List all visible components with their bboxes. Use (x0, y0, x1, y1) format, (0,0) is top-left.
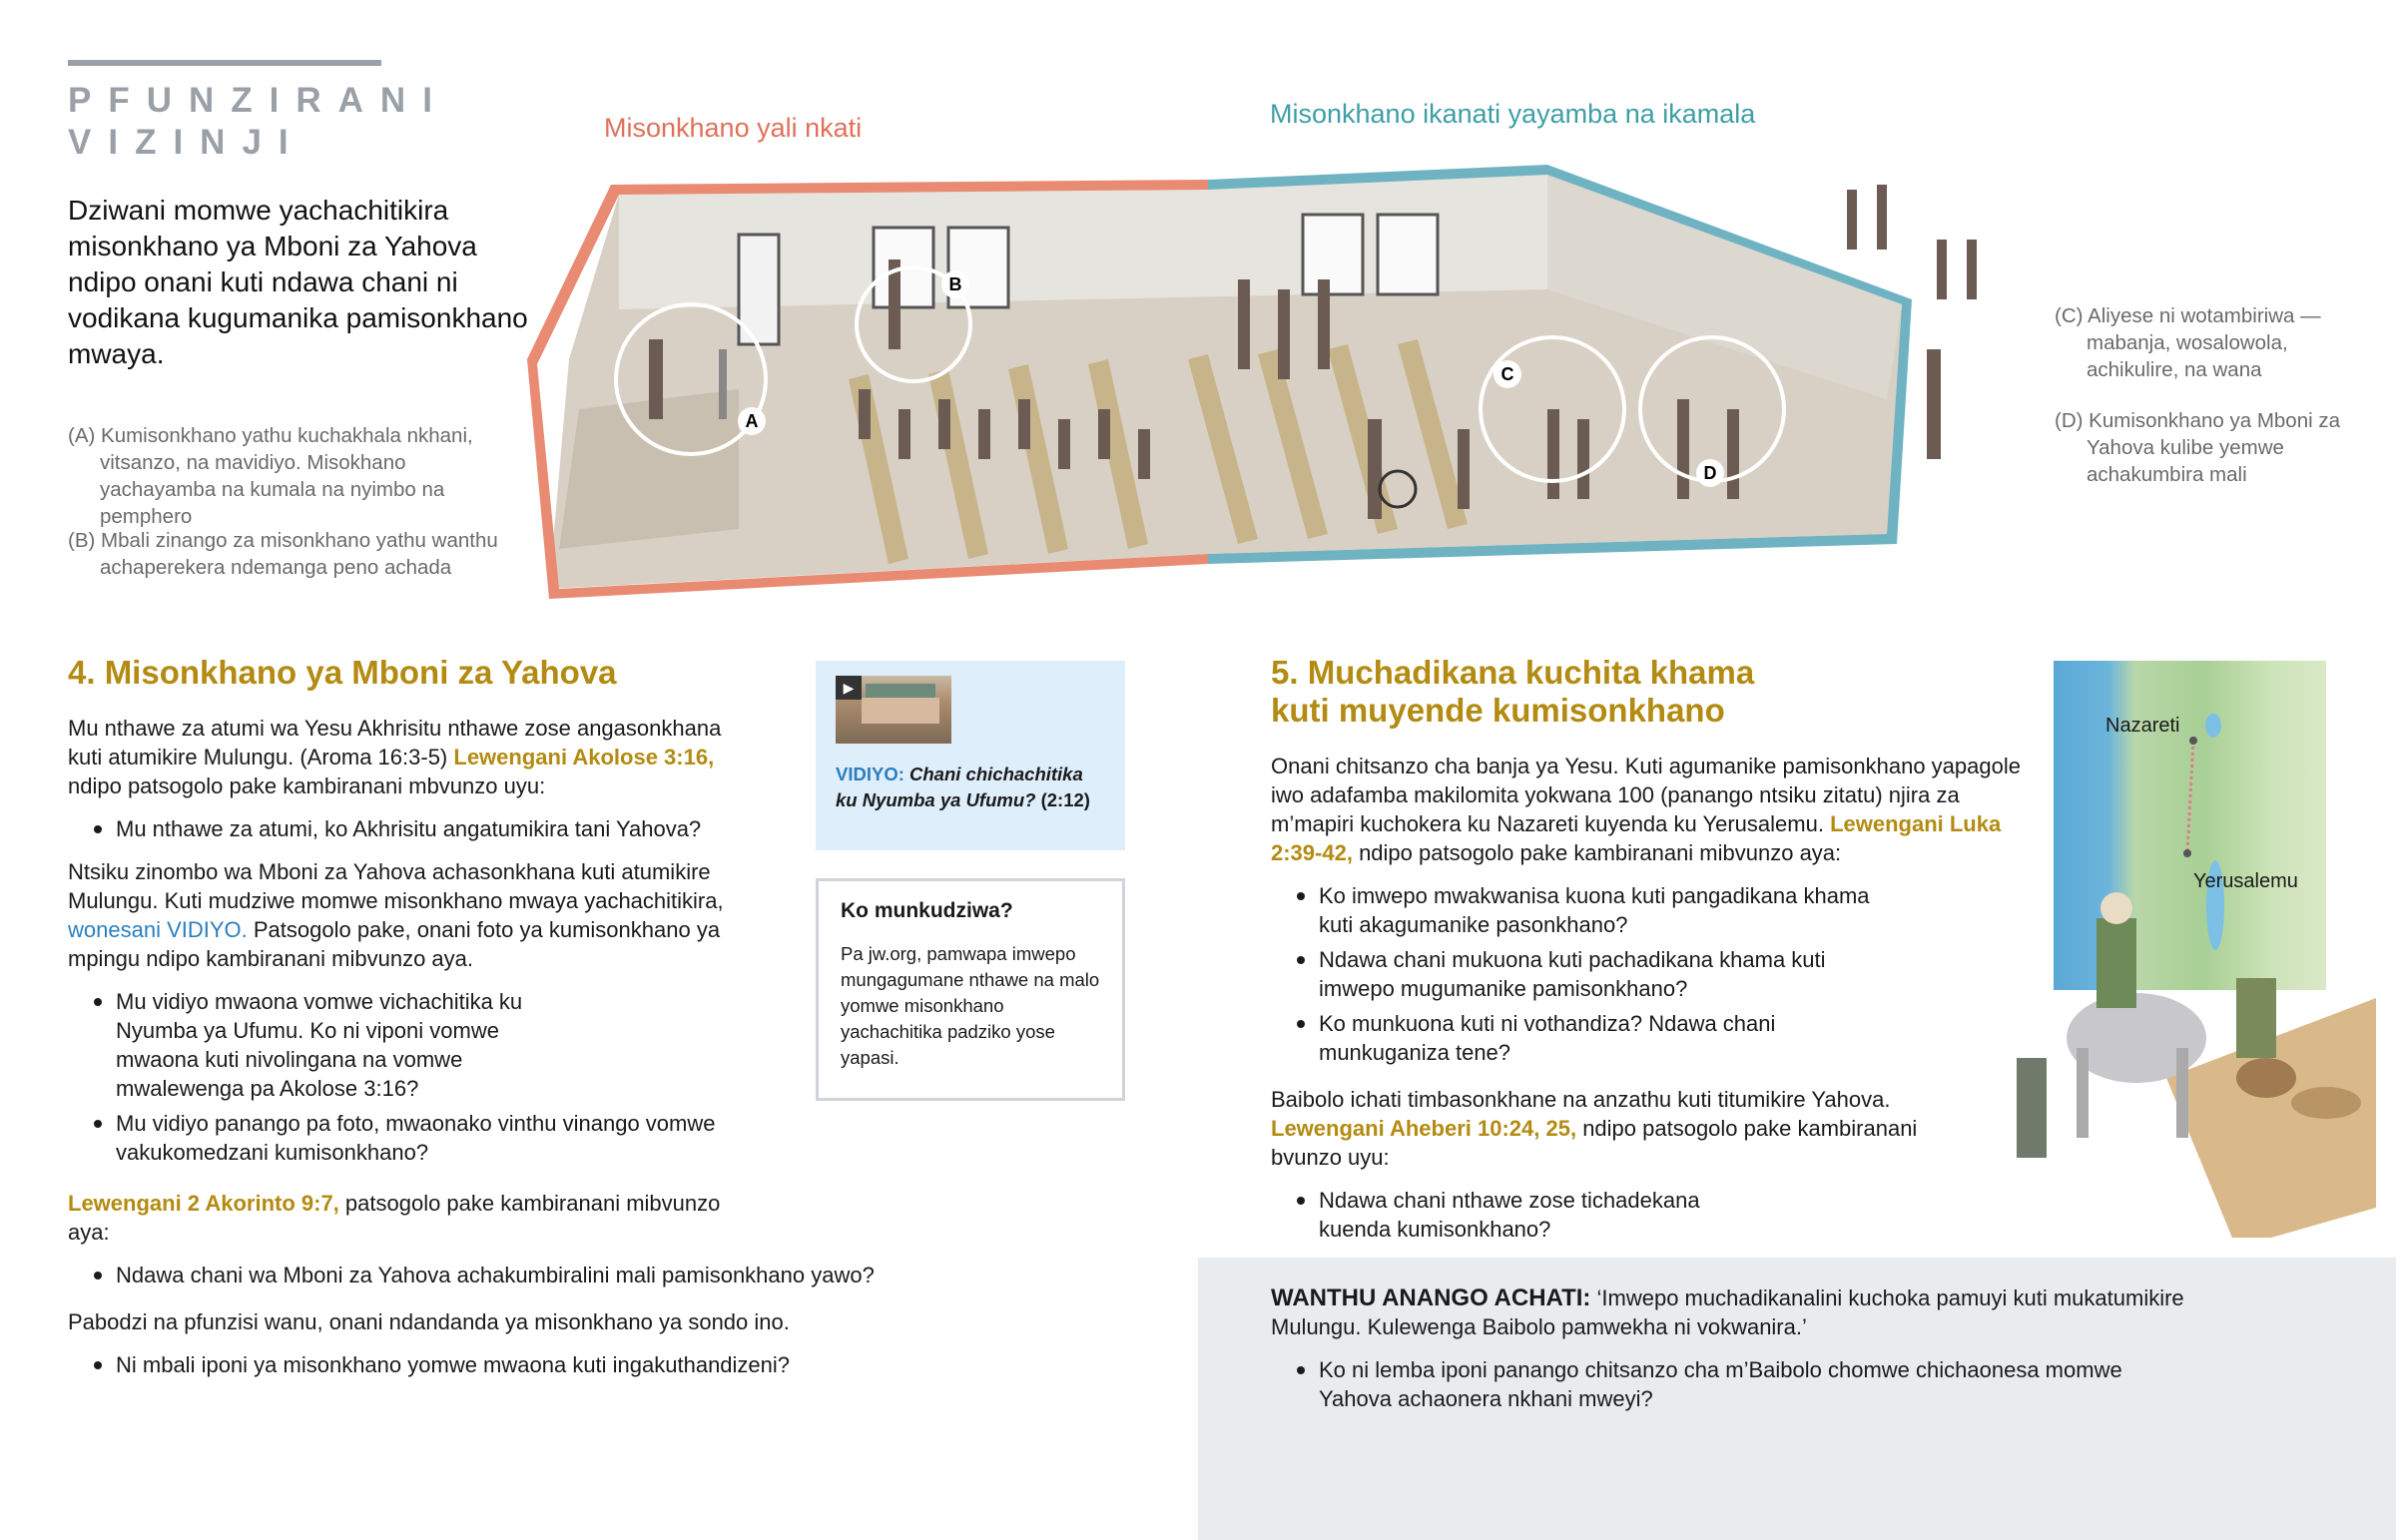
question-list (1271, 881, 1890, 1067)
question-item: Mu vidiyo mwaona vomwe vichachitika ku Nyumba ya Ufumu. Ko ni viponi vomwe mwaona kuti nivolingana na vomwe mwalewenga pa Akolose 3:16? (68, 987, 537, 1103)
question-item: Ni mbali iponi ya misonkhano yomwe mwaona kuti ingakuthandizeni? (68, 1350, 966, 1379)
question-item: Ndawa chani wa Mboni za Yahova achakumbiralini mali pamisonkhano yawo? (68, 1261, 966, 1289)
others-say-quote: ‘Imwepo muchadikanalini kuchoka pamuyi kuti mukatumikire Mulungu. Kulewenga Baibolo pamwekha ni vokwanira.’ (1271, 1285, 2184, 1339)
question-list (68, 1350, 966, 1379)
video-thumbnail[interactable] (836, 676, 951, 744)
section-5 (1271, 654, 2021, 1258)
scripture-link[interactable]: Lewengani Aheberi 10:24, 25, (1271, 1116, 1577, 1141)
question-item: Mu vidiyo panango pa foto, mwaonako vinthu vinango vomwe vakukomedzani kumisonkhano? (68, 1109, 767, 1167)
marker-a: A (745, 411, 759, 431)
question-list (68, 814, 757, 843)
others-say (1271, 1283, 2209, 1427)
section-5-paragraph-1: Onani chitsanzo cha banja ya Yesu. Kuti agumanike pamisonkhano yapagole iwo adafamba makilomita yokwana 100 (panango ntsiku zitatu) njira za m’mapiri kuchokera ku Nazareti kuyenda ku Yerusalemu. Lewengani Luka 2:39-42, ndipo patsogolo pake kambiranani mibvunzo aya: (1271, 754, 2021, 865)
nazareth-dot (2189, 737, 2197, 745)
video-link[interactable]: wonesani VIDIYO. (68, 917, 248, 942)
marker-d: D (1703, 463, 1717, 483)
section-4-paragraph-3: Lewengani 2 Akorinto 9:7, patsogolo pake kambiranani mibvunzo aya: (68, 1191, 721, 1245)
marker-c: C (1500, 364, 1514, 384)
section-4-paragraph-1: Mu nthawe za atumi wa Yesu Akhrisitu nthawe zose angasonkhana kuti atumikire Mulungu. (Aroma 16:3-5) Lewengani Akolose 3:16, ndipo patsogolo pake kambiranani mbvunzo uyu: (68, 716, 722, 798)
marker-b: B (948, 274, 962, 294)
jerusalem-dot (2183, 849, 2191, 857)
caption-d: (D) Kumisonkhano ya Mboni za Yahova kulibe yemwe achakumbira mali (2055, 409, 2341, 486)
question-list (68, 987, 757, 1167)
section-4 (68, 654, 875, 1393)
scripture-link[interactable]: Lewengani 2 Akorinto 9:7, (68, 1191, 339, 1216)
window (1378, 215, 1438, 294)
label-during-meeting: Misonkhano yali nkati (604, 113, 863, 143)
did-you-know-text: Pa jw.org, pamwapa imwepo mungagumane nthawe na malo yomwe misonkhano yachachitika padziko yose yapasi. (841, 943, 1100, 1068)
family-travel-illustration (1977, 878, 2396, 1238)
question-list (68, 1261, 966, 1289)
section-4-paragraph-2: Ntsiku zinombo wa Mboni za Yahova achasonkhana kuti atumikire Mulungu. Kuti mudziwe momwe misonkhano mwaya yachachitikira, wonesani VIDIYO. Patsogolo pake, onani foto ya kumisonkhano ya mpingu ndipo kambiranani mibvunzo aya. (68, 859, 724, 971)
question-item: Ndawa chani nthawe zose tichadekana kuenda kumisonkhano? (1271, 1186, 1750, 1244)
did-you-know-title: Ko munkudziwa? (841, 899, 1013, 922)
lesson-title-line1: PFUNZIRANI (68, 81, 449, 120)
question-item: Mu nthawe za atumi, ko Akhrisitu angatumikira tani Yahova? (68, 814, 757, 843)
section-4-paragraph-4: Pabodzi na pfunzisi wanu, onani ndandanda ya misonkhano ya sondo ino. (68, 1309, 790, 1334)
map-label-jerusalem: Yerusalemu (2193, 870, 2298, 892)
scripture-link[interactable]: Lewengani Akolose 3:16, (453, 745, 715, 770)
kingdom-hall-illustration (519, 160, 1997, 609)
caption-a: (A) Kumisonkhano yathu kuchakhala nkhani, vitsanzo, na mavidiyo. Misokhano yachayamba na kumala na nyimbo na pemphero (68, 424, 473, 528)
window (1303, 215, 1363, 294)
did-you-know-box (816, 878, 1125, 1101)
lesson-title (68, 80, 449, 164)
video-box[interactable] (816, 661, 1125, 850)
question-item: Ko munkuona kuti ni vothandiza? Ndawa chani munkuganiza tene? (1271, 1009, 1890, 1067)
question-list (1271, 1186, 1750, 1244)
section-5-heading: 5. Muchadikana kuchita khama kuti muyende kumisonkhano (1271, 654, 1755, 729)
caption-b: (B) Mbali zinango za misonkhano yathu wanthu achaperekera ndemanga peno achada (68, 529, 498, 579)
map-label-nazareth: Nazareti (2105, 715, 2180, 737)
question-item: Ko ni lemba iponi panango chitsanzo cha m’Baibolo chomwe chichaonesa momwe Yahova achaonera nkhani mweyi? (1271, 1355, 2169, 1413)
title-rule (68, 60, 381, 66)
section-5-paragraph-2: Baibolo ichati timbasonkhane na anzathu kuti titumikire Yahova. Lewengani Aheberi 10:24, 25, ndipo patsogolo pake kambiranani bvunzo uyu: (1271, 1087, 1918, 1170)
intro-text: Dziwani momwe yachachitikira misonkhano ya Mboni za Yahova ndipo onani kuti ndawa chani ni vodikana kugumanika pamisonkhano mwaya. (68, 195, 528, 369)
question-list (1271, 1355, 2169, 1413)
section-4-heading: 4. Misonkhano ya Mboni za Yahova (68, 654, 617, 691)
video-caption: VIDIYO: Chani chichachitika ku Nyumba ya Ufumu? (2:12) (836, 764, 1090, 810)
play-icon[interactable]: ▶ (836, 676, 862, 700)
question-item: Ko imwepo mwakwanisa kuona kuti pangadikana khama kuti akagumanike pasonkhano? (1271, 881, 1890, 939)
lesson-title-line2: VIZINJI (68, 123, 305, 162)
question-item: Ndawa chani mukuona kuti pachadikana khama kuti imwepo mugumanike pamisonkhano? (1271, 945, 1890, 1003)
scripture-link[interactable]: Lewengani Luka 2:39-42, (1271, 811, 2002, 865)
others-say-label: WANTHU ANANGO ACHATI: (1271, 1284, 1591, 1311)
lectern (719, 349, 727, 419)
label-before-after-meeting: Misonkhano ikanati yayamba na ikamala (1270, 99, 1756, 129)
caption-c: (C) Aliyese ni wotambiriwa —mabanja, wosalowola, achikulire, na wana (2055, 304, 2321, 381)
